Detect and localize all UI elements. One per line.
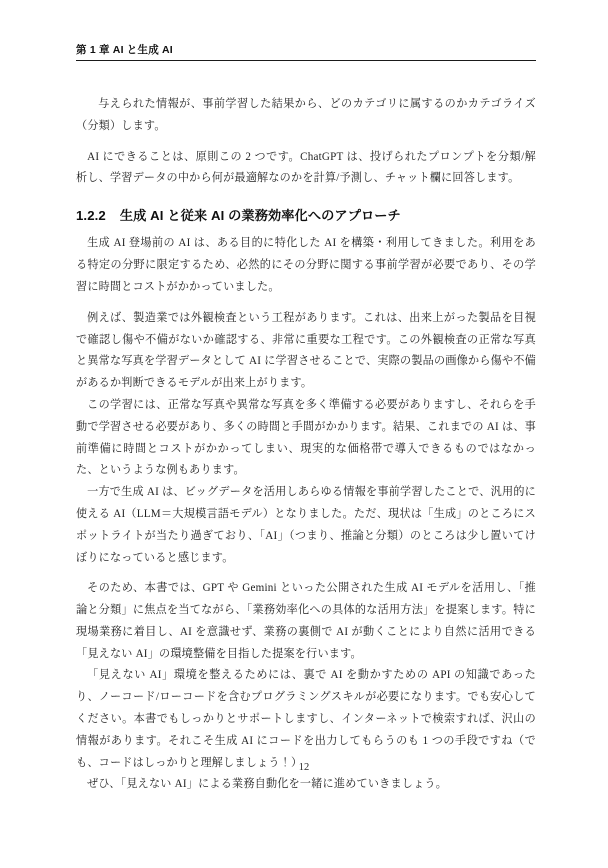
paragraph-genai-llm: 一方で生成 AI は、ビッグデータを活用しあらゆる情報を事前学習したことで、汎用的に使える AI（LLM＝大規模言語モデル）となりました。ただ、現状は「生成」のところにスポットライトが当たり過ぎており、「AI」（つまり、推論と分類）のところは少し置いてけぼりになっていると感じます。 [76,486,536,564]
section-number: 1.2.2 [76,208,106,224]
section-title: 生成 AI と従来 AI の業務効率化へのアプローチ [119,208,401,224]
paragraph-training-cost: この学習には、正常な写真や異常な写真を多く準備する必要がありますし、それらを手動で学習させる必要があり、多くの時間と手間がかかります。結果、これまでの AI は、事前準備に時間とコストがかかってしまい、現実的な価格帯で導入できるものではなかった、というような例もあります。 [76,398,536,477]
running-header [76,44,536,61]
section-heading [76,207,536,224]
paragraph-closing: ぜひ、「見えない AI」による業務自動化を一緒に進めていきましょう。 [87,778,448,791]
paragraph-before-genai: 生成 AI 登場前の AI は、ある目的に特化した AI を構築・利用してきました。利用をある特定の分野に限定するため、必然的にその分野に関する事前学習が必要であり、その学習に時間とコストがかかっていました。 [76,237,536,293]
paragraph-invisible-ai: 「見えない AI」環境を整えるためには、裏で AI を動かすための API の知識であったり、ノーコード/ローコードを含むプログラミングスキルが必要になります。でも安心してください。本書でもしっかりとサポートしますし、インターネットで検索すれば、沢山の情報があります。それこそ生成 AI にコードを出力してもらうのも 1 つの手段ですね（でも、コードはしっかりと理解しましょう！） [76,669,536,769]
heading-gap-top [76,190,536,207]
paragraph-book-proposal: そのため、本書では、GPT や Gemini といった公開された生成 AI モデルを活用し、「推論と分類」に焦点を当てながら、「業務効率化への具体的な活用方法」を提案します。特に現場業務に着目し、AI を意識せず、業務の裏側で AI が動くことにより自然に活用できる「見えない AI」の環境整備を目指した提案を行います。 [76,582,536,660]
paragraph-gap [76,138,536,147]
header-divider [76,60,536,61]
page-content [76,94,536,796]
paragraph-gap [76,299,536,308]
chapter-title: 第 1 章 AI と生成 AI [76,44,173,56]
page-number: 12 [298,762,310,773]
paragraph-gap [76,569,536,578]
paragraph-inspection: 例えば、製造業では外観検査という工程があります。これは、出来上がった製品を目視で確認し傷や不備がないか確認する、非常に重要な工程です。この外観検査の正常な写真と異常な写真を学習データとして AI に学習させることで、実際の製品の画像から傷や不備があるか判断できるモデルが出来上がります。 [76,311,536,390]
paragraph-ai-can-do: AI にできることは、原則この 2 つです。ChatGPT は、投げられたプロンプトを分類/解析し、学習データの中から何が最適解なのかを計算/予測し、チャット欄に回答します。 [76,150,536,185]
paragraph-categorize: 与えられた情報が、事前学習した結果から、どのカテゴリに属するのかカテゴライズ（分類）します。 [76,98,536,132]
heading-gap-bottom [76,224,536,233]
